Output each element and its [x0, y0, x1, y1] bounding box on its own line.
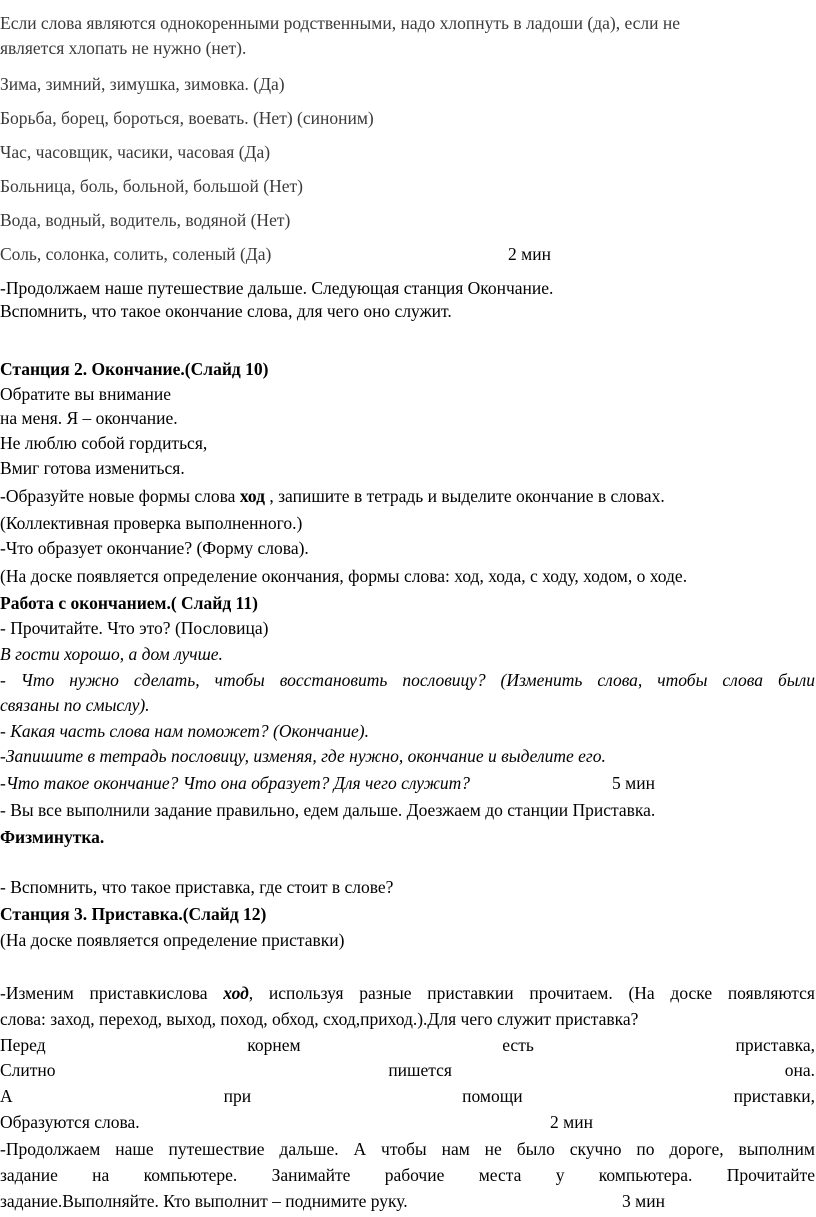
- poem-row-1: Перед корнем есть приставка,: [0, 1035, 815, 1055]
- board-definition: (На доске появляется определение окончания, формы слова: ход, хода, с ходу, ходом, о ходе.: [0, 566, 688, 586]
- poem-row-4: Образуются слова.: [0, 1112, 140, 1132]
- read-instruction: - Прочитайте. Что это? (Пословица): [0, 618, 269, 638]
- change-prefixes-line-1: -Изменим приставкислова ход, используя разные приставкии прочитаем. (На доске появляются: [0, 983, 815, 1003]
- word-group-2: Борьба, борец, бороться, воевать. (Нет) (синоним): [0, 108, 374, 128]
- poem-row-3: А при помощи приставки,: [0, 1086, 815, 1106]
- keyword-hod: ход: [223, 983, 249, 1003]
- station-3-title: Станция 3. Приставка.(Слайд 12): [0, 904, 267, 924]
- word-group-5: Вода, водный, водитель, водяной (Нет): [0, 210, 291, 230]
- question-3: -Запишите в тетрадь пословицу, изменяя, где нужно, окончание и выделите его.: [0, 746, 606, 766]
- poem-row-2: Слитно пишется она.: [0, 1060, 815, 1080]
- proverb: В гости хорошо, а дом лучше.: [0, 644, 223, 664]
- word-group-1: Зима, зимний, зимушка, зимовка. (Да): [0, 74, 285, 94]
- question-4: -Что такое окончание? Что она образует? Для чего служит?: [0, 773, 471, 793]
- continue-line: -Продолжаем наше путешествие дальше. Следующая станция Окончание.: [0, 278, 554, 298]
- poem-line-2: на меня. Я – окончание.: [0, 408, 178, 428]
- remember-ending: Вспомнить, что такое окончание слова, для чего оно служит.: [0, 301, 452, 321]
- time-label: 2 мин: [550, 1112, 593, 1132]
- board-prefix: (На доске появляется определение приставки): [0, 930, 345, 950]
- poem-line-1: Обратите вы внимание: [0, 384, 172, 404]
- time-label: 2 мин: [508, 244, 551, 264]
- intro-line-2: является хлопать не нужно (нет).: [0, 38, 247, 58]
- poem-line-3: Не люблю собой гордиться,: [0, 433, 208, 453]
- physical-break: Физминутка.: [0, 827, 105, 847]
- word-group-3: Час, часовщик, часики, часовая (Да): [0, 142, 271, 162]
- final-line-3: задание.Выполняйте. Кто выполнит – поднимите руку.: [0, 1191, 408, 1211]
- change-prefixes-line-2: слова: заход, переход, выход, поход, обход, сход,приход.).Для чего служит приставка?: [0, 1009, 639, 1029]
- remember-prefix: - Вспомнить, что такое приставка, где стоит в слове?: [0, 877, 394, 897]
- question-ending: -Что образует окончание? (Форму слова).: [0, 538, 309, 558]
- intro-line-1: Если слова являются однокоренными родственными, надо хлопнуть в ладоши (да), если не: [0, 13, 681, 33]
- word-group-6: Соль, солонка, солить, соленый (Да): [0, 244, 272, 264]
- question-1-line-2: связаны по смыслу).: [0, 695, 150, 715]
- poem-line-4: Вмиг готова измениться.: [0, 458, 185, 478]
- work-title: Работа с окончанием.( Слайд 11): [0, 593, 258, 613]
- question-2: - Какая часть слова нам поможет? (Окончание).: [0, 721, 369, 741]
- time-label: 5 мин: [612, 773, 655, 793]
- all-done: - Вы все выполнили задание правильно, едем дальше. Доезжаем до станции Приставка.: [0, 800, 656, 820]
- question-1-line-1: - Что нужно сделать, чтобы восстановить пословицу? (Изменить слова, чтобы слова были: [0, 670, 815, 690]
- keyword-hod: ход: [239, 486, 266, 506]
- final-line-2: задание на компьютере. Занимайте рабочие места у компьютера. Прочитайте: [0, 1165, 815, 1185]
- collective-check: (Коллективная проверка выполненного.): [0, 513, 303, 533]
- station-2-title: Станция 2. Окончание.(Слайд 10): [0, 359, 269, 379]
- final-line-1: -Продолжаем наше путешествие дальше. А чтобы нам не было скучно по дороге, выполним: [0, 1139, 815, 1159]
- word-group-4: Больница, боль, больной, большой (Нет): [0, 176, 303, 196]
- task-forms: -Образуйте новые формы слова ход , запишите в тетрадь и выделите окончание в словах.: [0, 486, 665, 506]
- time-label: 3 мин: [622, 1191, 665, 1211]
